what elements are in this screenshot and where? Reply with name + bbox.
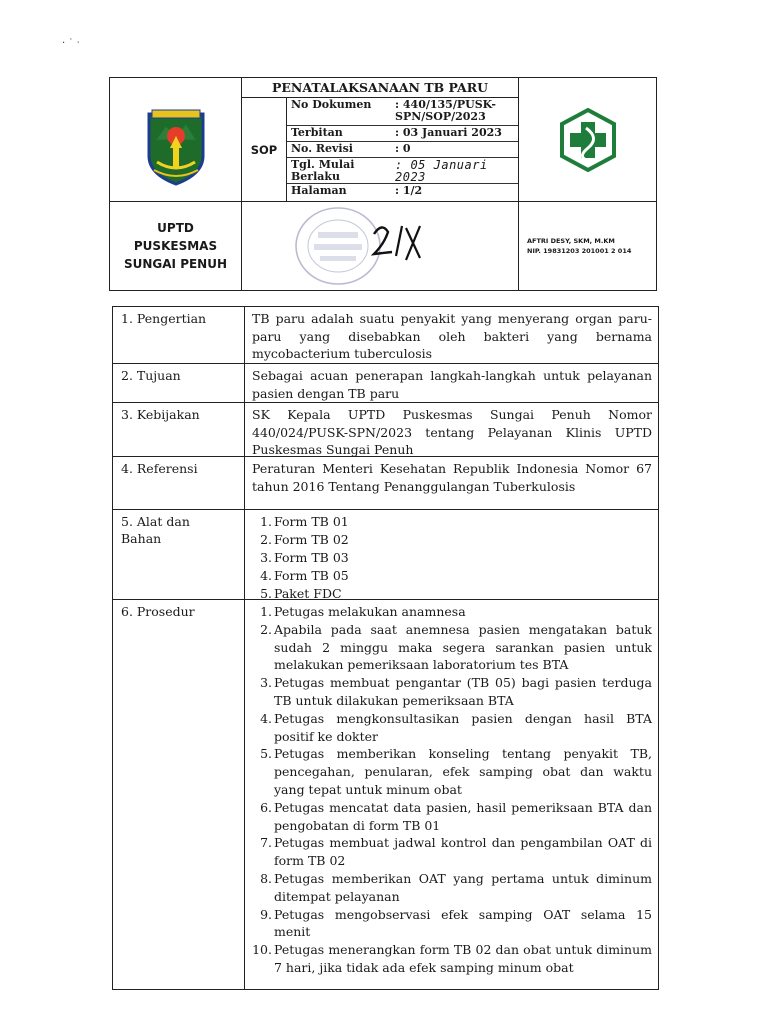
document-title: PENATALAKSANAAN TB PARU	[242, 78, 518, 98]
section-text: Sebagai acuan penerapan langkah-langkah untuk pelayanan pasien dengan TB paru	[252, 368, 652, 401]
signature-icon	[368, 218, 428, 266]
section-reference	[113, 457, 658, 510]
list-item: 1. Petugas melakukan anamnesa	[260, 604, 466, 619]
meta-label: Tgl. Mulai Berlaku	[291, 158, 355, 183]
list-item-text: Petugas memberikan OAT yang pertama untuk diminum ditempat pelayanan	[274, 870, 652, 904]
organization-cell	[110, 202, 242, 290]
list-item: 6. Petugas mencatat data pasien, hasil pemeriksaan BTA dan pengobatan di form TB 01	[260, 799, 652, 833]
document-meta	[287, 98, 518, 202]
section-label: 3. Kebijakan	[121, 407, 200, 422]
list-item-text: Form TB 01	[274, 514, 349, 529]
section-tools-materials	[113, 510, 658, 600]
section-objective	[113, 364, 658, 403]
meta-value: : 0	[395, 142, 411, 155]
stamp-signature-cell	[242, 202, 518, 290]
city-emblem-icon	[110, 78, 242, 202]
list-item-text: Petugas membuat jadwal kontrol dan pengambilan OAT di form TB 02	[274, 835, 652, 869]
list-item-text: Form TB 03	[274, 550, 349, 565]
sop-label: SOP	[242, 98, 287, 202]
list-item: 3. Form TB 03	[260, 550, 349, 565]
list-item-text: Form TB 05	[274, 568, 349, 583]
list-item: 9. Petugas mengobservasi efek samping OAT selama 15 menit	[260, 906, 652, 940]
sop-content-table	[112, 306, 659, 990]
sop-header	[109, 77, 657, 291]
section-label: 1. Pengertian	[121, 311, 207, 326]
section-text: Peraturan Menteri Kesehatan Republik Indonesia Nomor 67 tahun 2016 Tentang Penanggulangan Tuberkulosis	[252, 461, 652, 494]
list-item: 5. Petugas memberikan konseling tentang penyakit TB, pencegahan, penularan, efek samping obat dan waktu yang tepat untuk minum obat	[260, 746, 652, 797]
city-logo-cell	[110, 78, 242, 202]
section-label: 4. Referensi	[121, 461, 198, 476]
meta-value: : 03 Januari 2023	[395, 126, 502, 139]
list-item-text: Petugas memberikan konseling tentang penyakit TB, pencegahan, penularan, efek samping obat dan waktu yang tepat untuk minum obat	[274, 746, 652, 797]
meta-row-document-number	[287, 98, 518, 126]
signatory-nip: NIP. 19831203 201001 2 014	[527, 247, 632, 255]
list-item-text: Petugas mencatat data pasien, hasil pemeriksaan BTA dan pengobatan di form TB 01	[274, 799, 652, 833]
meta-label: Halaman	[291, 184, 347, 197]
organization-name: UPTD PUSKESMAS SUNGAI PENUH	[123, 221, 228, 271]
list-item: 10. Petugas menerangkan form TB 02 dan obat untuk diminum 7 hari, jika tidak ada efek samping minum obat	[252, 942, 652, 975]
list-item: 1. Form TB 01	[260, 514, 349, 529]
list-item: 2. Form TB 02	[260, 532, 349, 547]
meta-row-effective-date	[287, 158, 518, 184]
list-item-text: Apabila pada saat anemnesa pasien mengatakan batuk sudah 2 minggu maka segera sarankan pasien untuk melakukan pemeriksaan laboratorium tes BTA	[274, 621, 652, 673]
section-text: TB paru adalah suatu penyakit yang menyerang organ paru-paru yang disebabkan oleh bakteri yang bernama mycobacterium tuberculosis	[252, 311, 652, 361]
scan-speck: · ˙ ˑ	[62, 38, 80, 49]
puskesmas-logo-icon	[556, 108, 620, 172]
list-item-text: Paket FDC	[274, 586, 342, 601]
meta-row-revision	[287, 142, 518, 158]
meta-label: No. Revisi	[291, 142, 353, 155]
list-item: 7. Petugas membuat jadwal kontrol dan pengambilan OAT di form TB 02	[260, 835, 652, 869]
section-label: 2. Tujuan	[121, 368, 181, 383]
list-item: 3. Petugas membuat pengantar (TB 05) bagi pasien terduga TB untuk dilakukan pemeriksaan BTA	[260, 675, 652, 708]
meta-row-issued	[287, 126, 518, 142]
section-text: SK Kepala UPTD Puskesmas Sungai Penuh Nomor 440/024/PUSK-SPN/2023 tentang Pelayanan Klinis UPTD Puskesmas Sungai Penuh	[252, 407, 652, 457]
meta-value: : 05 Januari 2023	[395, 158, 488, 184]
signatory-name: AFTRI DESY, SKM, M.KM	[527, 237, 615, 245]
list-item-text: Petugas membuat pengantar (TB 05) bagi pasien terduga TB untuk dilakukan pemeriksaan BTA	[274, 675, 652, 708]
section-label: 6. Prosedur	[121, 604, 195, 619]
list-item: 4. Form TB 05	[260, 568, 349, 583]
signatory-block	[518, 202, 656, 290]
section-list	[252, 603, 652, 977]
section-policy	[113, 403, 658, 457]
list-item-text: Petugas mengkonsultasikan pasien dengan hasil BTA positif ke dokter	[274, 710, 652, 744]
list-item: 8. Petugas memberikan OAT yang pertama untuk diminum ditempat pelayanan	[260, 870, 652, 904]
list-item: 5. Paket FDC	[260, 586, 342, 601]
list-item: 4. Petugas mengkonsultasikan pasien dengan hasil BTA positif ke dokter	[260, 710, 652, 744]
meta-value: : 1/2	[395, 184, 423, 197]
list-item-text: Petugas mengobservasi efek samping OAT selama 15 menit	[274, 906, 652, 940]
meta-row-page	[287, 184, 518, 202]
list-item-text: Petugas melakukan anamnesa	[274, 604, 466, 619]
section-list	[252, 513, 652, 603]
section-label: 5. Alat dan Bahan	[121, 514, 190, 546]
meta-label: Terbitan	[291, 126, 343, 139]
meta-label: No Dokumen	[291, 98, 372, 111]
section-procedure	[113, 600, 658, 989]
puskesmas-logo-cell	[518, 78, 656, 202]
list-item-text: Form TB 02	[274, 532, 349, 547]
section-definition	[113, 307, 658, 364]
meta-value: : 440/135/PUSK-SPN/SOP/2023	[395, 98, 496, 123]
list-item: 2. Apabila pada saat anemnesa pasien mengatakan batuk sudah 2 minggu maka segera sarankan pasien untuk melakukan pemeriksaan laboratorium tes BTA	[260, 621, 652, 673]
list-item-text: Petugas menerangkan form TB 02 dan obat untuk diminum 7 hari, jika tidak ada efek samping minum obat	[274, 942, 652, 975]
